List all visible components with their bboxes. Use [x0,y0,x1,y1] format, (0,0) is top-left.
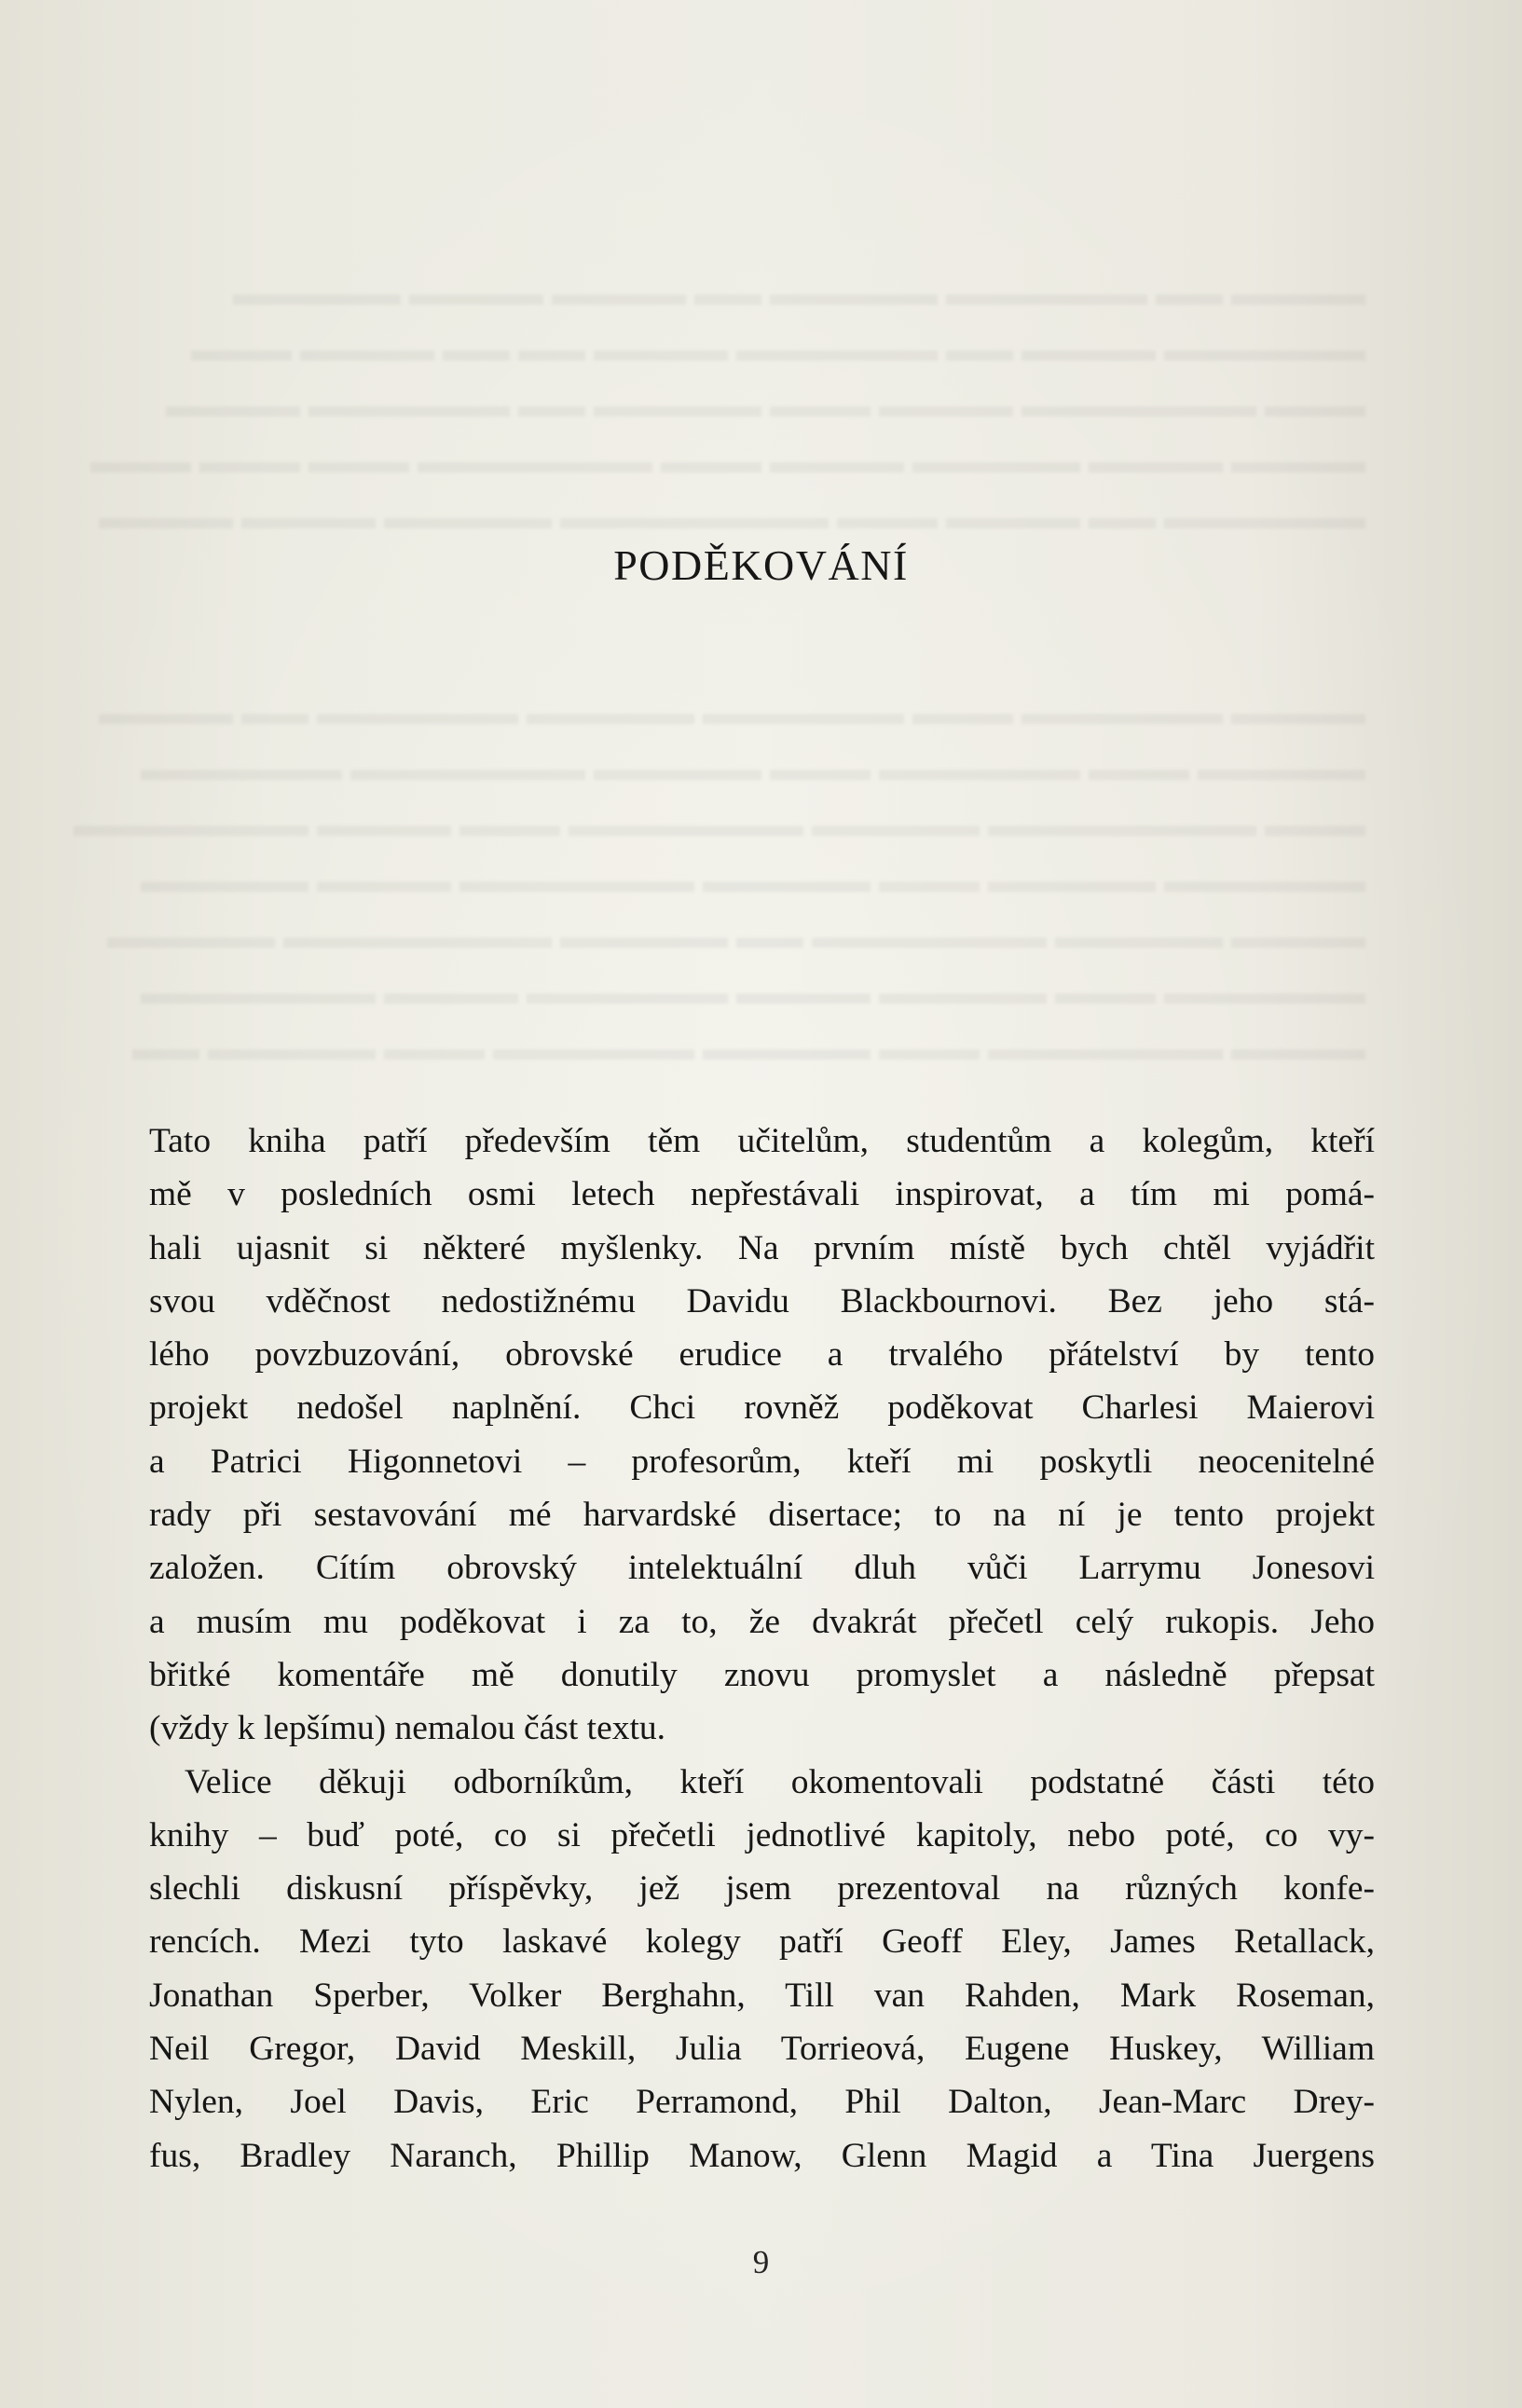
show-through-line: ▬▬▬ ▬▬▬▬▬▬▬▬ ▬▬▬▬▬ ▬▬▬▬▬▬▬ ▬▬▬ ▬▬▬▬ ▬▬▬▬▬▬▬ [74,806,1365,843]
text-line: projekt nedošel naplnění. Chci rovněž poděkovat Charlesi Maierovi [149,1389,1375,1428]
show-through-line: ▬▬▬▬▬▬ ▬▬▬▬▬ ▬▬▬ ▬▬▬▬▬ ▬▬▬▬▬▬▬ ▬▬▬▬ ▬▬▬▬▬ [141,862,1365,899]
text-line: fus, Bradley Naranch, Phillip Manow, Glenn Magid a Tina Juergens [149,2136,1375,2175]
show-through-line: ▬▬▬▬ ▬▬▬▬▬▬▬ ▬▬▬ ▬▬▬▬▬ ▬▬▬▬▬▬ ▬▬▬ ▬▬▬▬▬ ▬▬ [132,1030,1365,1067]
text-line: Nylen, Joel Davis, Eric Perramond, Phil Dalton, Jean-Marc Drey- [149,2083,1375,2122]
text-line: (vždy k lepšímu) nemalou část textu. [149,1709,666,1748]
text-line: hali ujasnit si některé myšlenky. Na prvním místě bych chtěl vyjádřit [149,1228,1375,1267]
show-through-line: ▬▬▬▬▬ ▬▬▬ ▬▬▬▬▬▬ ▬▬▬ ▬▬▬▬▬ ▬▬▬▬▬▬▬ ▬▬▬▬▬▬ [141,750,1365,787]
text-line: knihy – buď poté, co si přečetli jednotlivé kapitoly, nebo poté, co vy- [149,1815,1375,1854]
show-through-line: ▬▬▬▬ ▬▬▬▬▬▬ ▬▬▬ ▬▬▬▬▬▬ ▬▬▬▬▬ ▬▬▬▬▬▬ ▬▬ ▬▬▬▬ [99,694,1365,732]
show-through-line: ▬▬▬▬ ▬▬ ▬▬▬▬▬▬ ▬▬▬▬▬ ▬▬ ▬▬▬▬ ▬▬▬▬ ▬▬▬▬▬ [233,275,1365,312]
text-line: rady při sestavování mé harvardské disertace; to na ní je tento projekt [149,1496,1375,1535]
paragraph [149,1756,1375,2182]
text-line: Jonathan Sperber, Volker Berghahn, Till van Rahden, Mark Roseman, [149,1976,1375,2015]
show-through-line: ▬▬▬▬▬▬ ▬▬ ▬▬▬▬ ▬▬▬ ▬▬▬▬▬▬▬▬ ▬▬▬▬▬ ▬▬▬▬ ▬▬▬▬ [99,499,1365,536]
text-line: rencích. Mezi tyto laskavé kolegy patří Geoff Eley, James Retallack, [149,1922,1375,1962]
text-line: Tato kniha patří především těm učitelům, studentům a kolegům, kteří [149,1122,1375,1160]
text-line: Neil Gregor, David Meskill, Julia Torrieová, Eugene Huskey, William [149,2030,1375,2069]
text-line: Velice děkuji odborníkům, kteří okomentovali podstatné části této [185,1762,1375,1801]
text-line: mě v posledních osmi letech nepřestávali inspirovat, a tím mi pomá- [149,1175,1375,1214]
text-line: a Patrici Higonnetovi – profesorům, kteří mi poskytli neocenitelné [149,1442,1375,1481]
body-text [149,1115,1375,2182]
show-through-line: ▬▬▬▬▬▬ ▬▬▬ ▬▬▬▬▬ ▬▬▬▬ ▬▬▬▬▬▬ ▬▬▬▬ ▬▬▬▬▬▬▬ [141,974,1365,1011]
text-line: břitké komentáře mě donutily znovu promyslet a následně přepsat [149,1655,1375,1694]
page-title: PODĚKOVÁNÍ [613,541,909,589]
paragraph [149,1115,1375,1756]
show-through-line: ▬▬▬▬▬▬ ▬▬▬▬ ▬▬ ▬▬▬▬▬▬ ▬▬▬▬ ▬▬ ▬▬ ▬▬▬▬ ▬▬▬ [191,331,1365,368]
show-through-line: ▬▬▬▬ ▬▬▬▬▬ ▬▬▬▬▬▬▬ ▬▬ ▬▬▬▬▬ ▬▬▬▬▬▬▬▬ ▬▬▬▬▬ [107,918,1365,955]
text-line: svou vděčnost nedostižnému Davidu Blackbournovi. Bez jeho stá- [149,1281,1375,1320]
page-number: 9 [752,2244,770,2280]
text-line: slechli diskusní příspěvky, jež jsem prezentoval na různých konfe- [149,1869,1375,1909]
text-line: založen. Cítím obrovský intelektuální dluh vůči Larrymu Jonesovi [149,1549,1375,1588]
text-line: lého povzbuzování, obrovské erudice a trvalého přátelství by tento [149,1335,1375,1375]
show-through-line: ▬▬▬▬ ▬▬▬▬ ▬▬▬▬▬ ▬▬▬▬ ▬▬▬ ▬▬▬▬▬▬▬ ▬▬▬ ▬▬▬ ▬▬▬ [90,443,1365,480]
text-line: a musím mu poděkovat i za to, že dvakrát přečetl celý rukopis. Jeho [149,1602,1375,1641]
show-through-line: ▬▬▬ ▬▬▬▬▬▬▬ ▬▬▬▬ ▬▬▬ ▬▬▬▬▬ ▬▬ ▬▬▬▬▬▬ ▬▬▬▬ [166,387,1365,424]
